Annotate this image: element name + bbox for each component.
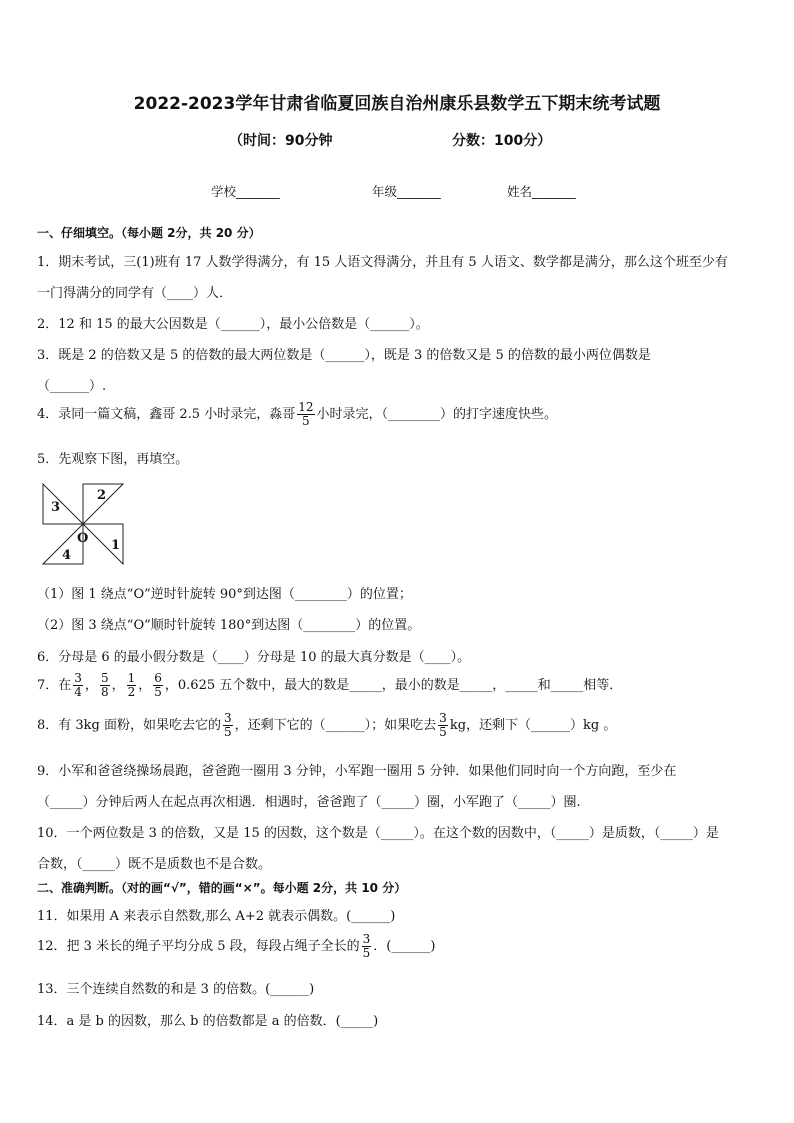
fraction-5-8: $\frac{5}{8}$	[100, 671, 109, 699]
question-8-part-3: kg，还剩下（______）kg 。	[449, 718, 617, 733]
question-2: 2．12 和 15 的最大公因数是（______），最小公倍数是（______）。	[37, 317, 429, 332]
question-10-line-2: 合数，（_____）既不是质数也不是合数。	[37, 857, 272, 872]
question-10-line-1: 10．一个两位数是 3 的倍数，又是 15 的因数，这个数是（_____）。在这个数的因数中，（_____）是质数，（_____）是	[37, 826, 719, 841]
question-12	[37, 933, 435, 960]
question-7-prefix: 7．在	[37, 678, 72, 693]
question-11: 11．如果用 A 来表示自然数,那么 A+2 就表示偶数。(______)	[37, 909, 396, 924]
exam-score: 分数：100分）	[452, 133, 552, 149]
section-2-heading: 二、准确判断。（对的画“√”，错的画“×”。每小题 2分，共 10 分）	[37, 881, 407, 895]
figure-label-4: 4	[62, 548, 72, 563]
question-14: 14．a 是 b 的因数，那么 b 的倍数都是 a 的倍数．(_____)	[37, 1014, 379, 1029]
question-5-sub-1: （1）图 1 绕点“O”逆时针旋转 90°到达图（________）的位置；	[37, 587, 412, 602]
grade-field[interactable]: 年级_______	[372, 184, 441, 199]
fraction-1-2: $\frac{1}{2}$	[127, 671, 136, 699]
pinwheel-figure	[42, 483, 124, 565]
triangle-3	[43, 484, 83, 524]
exam-time: （时间：90分钟	[229, 133, 333, 149]
question-4-text-before: 4．录同一篇文稿，鑫哥 2.5 小时录完，淼哥	[37, 407, 296, 422]
fraction-3-4: $\frac{3}{4}$	[74, 671, 82, 699]
page-title: 2022-2023学年甘肃省临夏回族自治州康乐县数学五下期末统考试题	[133, 94, 661, 114]
name-field[interactable]: 姓名_______	[507, 184, 576, 199]
question-6: 6．分母是 6 的最小假分数是（____）分母是 10 的最大真分数是（____）。	[37, 650, 471, 665]
question-12-text-before: 12．把 3 米长的绳子平均分成 5 段，每段占绳子全长的	[37, 939, 360, 954]
question-8-part-1: 8．有 3kg 面粉，如果吃去它的	[37, 718, 222, 733]
fraction-3-5-c: $\frac{3}{5}$	[362, 932, 371, 960]
question-1-line-1: 1．期末考试，三(1)班有 17 人数学得满分，有 15 人语文得满分，并且有 5 人语文、数学都是满分，那么这个班至少有	[37, 255, 728, 270]
question-1-line-2: 一门得满分的同学有（____）人．	[37, 286, 233, 301]
question-7: 7．在 $\frac{3}{4}$ ， $\frac{5}{8}$ ， $\frac{1}{2}$ ， $\frac{6}{5}$ ，0.625 五个数中，最大的数是_____，最小的数是_____，_____和_____相等．	[37, 671, 623, 699]
school-field[interactable]: 学校_______	[211, 184, 280, 199]
fraction-3-5-b: $\frac{3}{5}$	[439, 711, 447, 739]
question-9-line-1: 9．小军和爸爸绕操场晨跑，爸爸跑一圈用 3 分钟，小军跑一圈用 5 分钟．如果他们同时向一个方向跑，至少在	[37, 764, 677, 779]
question-13: 13．三个连续自然数的和是 3 的倍数。(______)	[37, 982, 315, 997]
question-9-line-2: （_____）分钟后两人在起点再次相遇．相遇时，爸爸跑了（_____）圈，小军跑了（_____）圈.	[37, 795, 581, 810]
figure-label-o: O	[77, 531, 89, 546]
question-7-suffix: ，0.625 五个数中，最大的数是_____，最小的数是_____，_____和_____相等．	[164, 678, 623, 693]
fraction-3-5-a: $\frac{3}{5}$	[224, 711, 232, 739]
figure-label-3: 3	[51, 500, 61, 515]
question-5-sub-2: （2）图 3 绕点“O”顺时针旋转 180°到达图（________）的位置。	[37, 618, 421, 633]
figure-label-2: 2	[97, 488, 107, 503]
question-12-text-after: ．(______)	[373, 939, 436, 954]
question-8-part-2: ，还剩下它的（______）；如果吃去	[234, 718, 437, 733]
figure-label-1: 1	[111, 538, 121, 553]
question-5: 5．先观察下图，再填空。	[37, 452, 189, 467]
question-8	[37, 712, 616, 739]
fraction-12-5: $\frac{12}{5}$	[298, 400, 314, 428]
fraction-6-5: $\frac{6}{5}$	[154, 671, 162, 699]
section-1-heading: 一、仔细填空。（每小题 2分，共 20 分）	[37, 226, 261, 240]
question-3-line-1: 3．既是 2 的倍数又是 5 的倍数的最大两位数是（______），既是 3 的倍数又是 5 的倍数的最小两位偶数是	[37, 348, 651, 363]
question-4-text-after: 小时录完，（________）的打字速度快些。	[316, 407, 558, 422]
question-4	[37, 401, 557, 428]
question-3-line-2: （______）.	[37, 379, 107, 394]
